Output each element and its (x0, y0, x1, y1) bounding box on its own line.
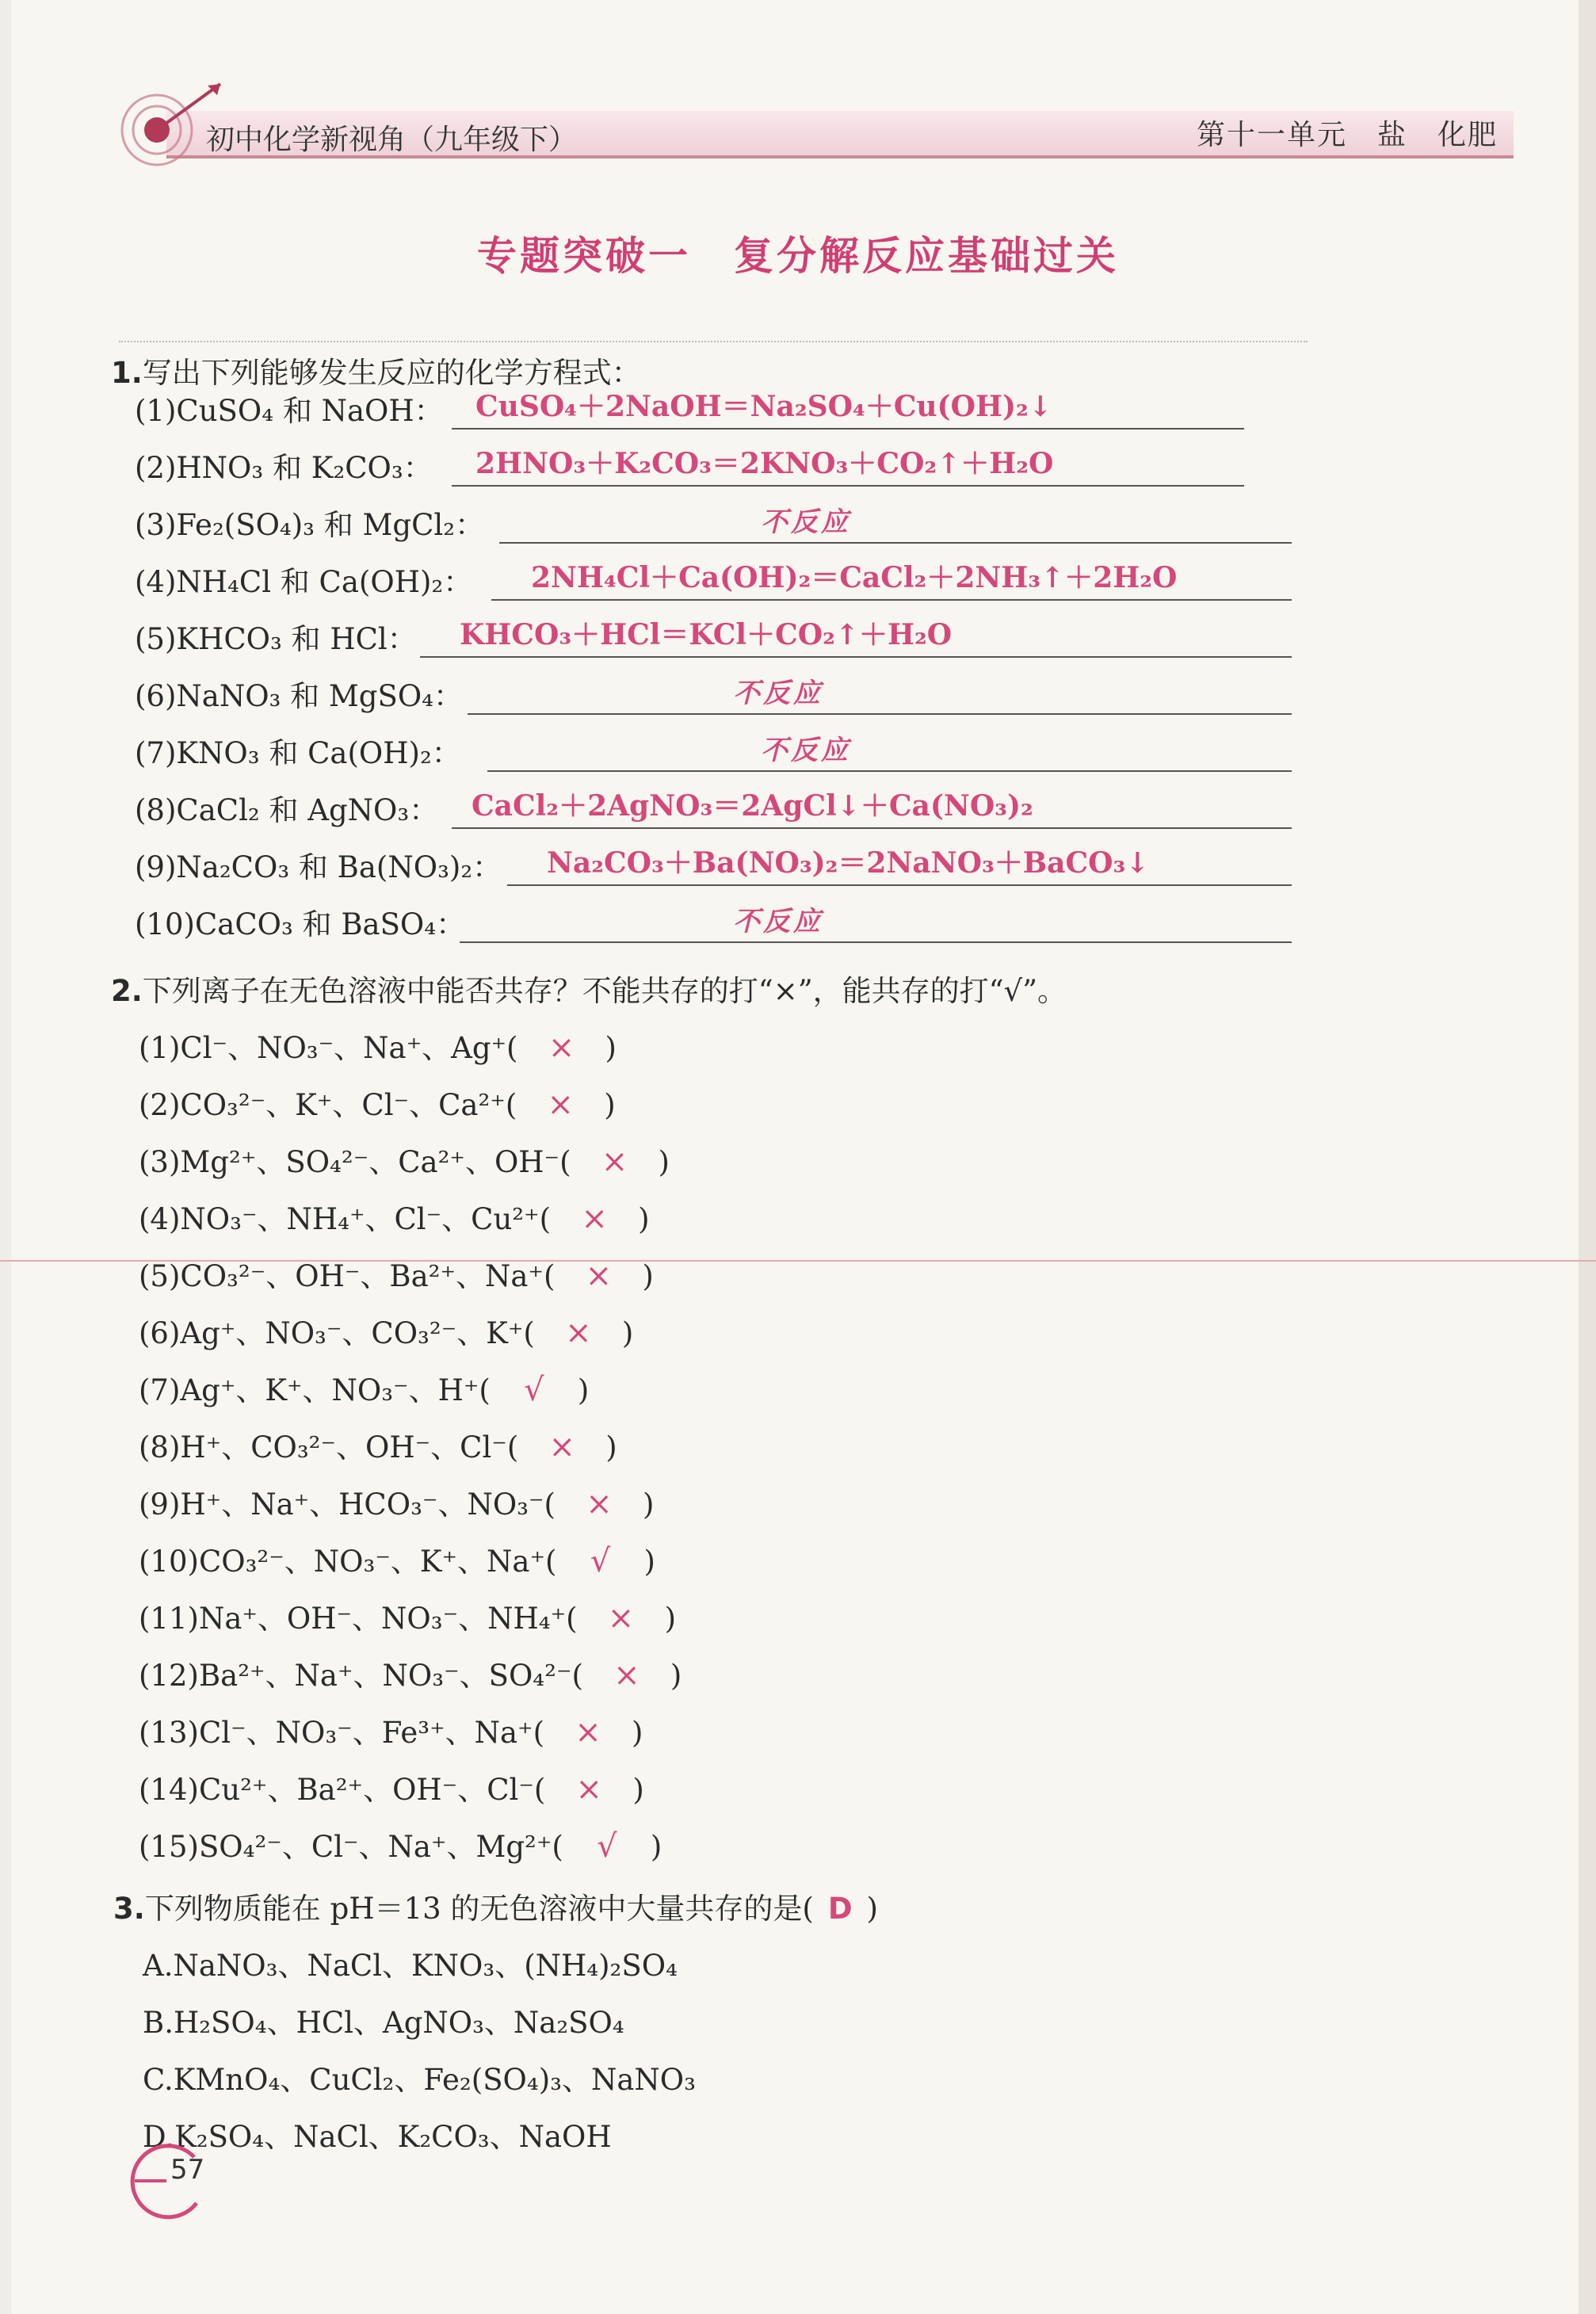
book-title: 初中化学新视角（九年级下） (206, 124, 578, 156)
q1-item-label: (3)Fe₂(SO₄)₃ 和 MgCl₂： (135, 508, 485, 542)
question-3-answer: D (827, 1892, 853, 1926)
q1-item-answer: CaCl₂＋2AgNO₃＝2AgCl↓＋Ca(NO₃)₂ (472, 789, 1033, 823)
q1-item-6 (135, 674, 1292, 721)
q2-item-10 (139, 1537, 655, 1580)
q1-item-label: (6)NaNO₃ 和 MgSO₄： (135, 679, 463, 713)
ion-list: (6)Ag⁺、NO₃⁻、CO₃²⁻、K⁺( (139, 1316, 535, 1350)
answer-mark: × (548, 1429, 576, 1465)
answer-mark: × (613, 1657, 640, 1693)
q1-item-10 (135, 902, 1292, 949)
close-paren: ) (605, 1031, 617, 1065)
ion-list: (13)Cl⁻、NO₃⁻、Fe³⁺、Na⁺( (139, 1716, 545, 1750)
q3-option-b: B.H₂SO₄、HCl、AgNO₃、Na₂SO₄ (143, 2006, 624, 2040)
question-3-number: 3. (113, 1892, 145, 1926)
ion-list: (4)NO₃⁻、NH₄⁺、Cl⁻、Cu²⁺( (139, 1202, 552, 1236)
close-paren: ) (642, 1487, 655, 1522)
answer-line (499, 542, 1292, 544)
answer-mark: × (586, 1486, 613, 1522)
q1-item-answer: CuSO₄＋2NaOH＝Na₂SO₄＋Cu(OH)₂↓ (475, 390, 1052, 423)
page-edge-left (0, 0, 11, 2314)
q3-option-c: C.KMnO₄、CuCl₂、Fe₂(SO₄)₃、NaNO₃ (143, 2063, 696, 2097)
close-paren: ) (650, 1830, 662, 1864)
answer-mark: × (601, 1144, 628, 1180)
ion-list: (9)H⁺、Na⁺、HCO₃⁻、NO₃⁻( (139, 1487, 556, 1522)
q1-item-2 (135, 445, 1292, 493)
q1-item-label: (7)KNO₃ 和 Ca(OH)₂： (135, 736, 461, 770)
q2-item-6 (139, 1309, 633, 1352)
answer-mark: √ (524, 1372, 544, 1408)
q2-item-11 (139, 1594, 676, 1637)
ion-list: (12)Ba²⁺、Na⁺、NO₃⁻、SO₄²⁻( (139, 1659, 583, 1693)
q2-item-9 (139, 1480, 654, 1523)
answer-mark: × (565, 1315, 592, 1351)
answer-mark: × (585, 1258, 613, 1294)
q1-item-3 (135, 502, 1292, 550)
close-paren: ) (621, 1316, 634, 1350)
q1-item-label: (4)NH₄Cl 和 Ca(OH)₂： (135, 565, 473, 599)
answer-mark: × (575, 1714, 601, 1751)
close-paren: ) (664, 1602, 676, 1636)
q1-item-label: (5)KHCO₃ 和 HCl： (135, 622, 417, 656)
q1-item-label: (1)CuSO₄ 和 NaOH： (135, 394, 444, 428)
q1-item-5 (135, 617, 1292, 664)
close-paren: ) (642, 1259, 654, 1293)
question-3-close: ) (866, 1892, 878, 1926)
q2-item-3 (139, 1138, 670, 1181)
close-paren: ) (643, 1545, 655, 1579)
q1-item-label: (9)Na₂CO₃ 和 Ba(NO₃)₂： (135, 850, 502, 884)
answer-line (452, 485, 1244, 487)
answer-mark: √ (597, 1828, 617, 1865)
q1-item-answer: 不反应 (761, 506, 851, 538)
close-paren: ) (658, 1145, 670, 1179)
question-3-stem (113, 1884, 878, 1927)
close-paren: ) (577, 1373, 590, 1407)
answer-mark: × (575, 1771, 603, 1808)
question-2-stem (111, 967, 1067, 1010)
dotted-divider (119, 341, 1308, 342)
question-3-text: 下列物质能在 pH＝13 的无色溶液中大量共存的是( (144, 1892, 814, 1926)
q1-item-label: (10)CaCO₃ 和 BaSO₄： (135, 907, 466, 941)
q2-item-13 (139, 1709, 643, 1751)
answer-line (420, 656, 1292, 658)
q2-item-5 (139, 1252, 654, 1295)
question-1-text: 写出下列能够发生反应的化学方程式： (142, 356, 641, 390)
q2-item-7 (139, 1366, 589, 1409)
q2-item-1 (139, 1024, 617, 1067)
ion-list: (11)Na⁺、OH⁻、NO₃⁻、NH₄⁺( (139, 1602, 578, 1636)
q1-item-answer: 不反应 (733, 906, 823, 937)
close-paren: ) (632, 1716, 643, 1750)
question-2-number: 2. (111, 974, 143, 1008)
answer-line (468, 713, 1292, 715)
q1-item-answer: 不反应 (733, 678, 823, 709)
page-number: 57 (170, 2154, 205, 2186)
answer-line (487, 770, 1292, 772)
answer-mark: √ (590, 1543, 611, 1579)
answer-line (452, 827, 1292, 829)
page-header (119, 111, 1514, 158)
q1-item-answer: Na₂CO₃＋Ba(NO₃)₂＝2NaNO₃＋BaCO₃↓ (547, 846, 1150, 880)
q1-item-answer: 2NH₄Cl＋Ca(OH)₂＝CaCl₂＋2NH₃↑＋2H₂O (531, 561, 1178, 594)
q3-option-d: D.K₂SO₄、NaCl、K₂CO₃、NaOH (143, 2120, 612, 2154)
close-paren: ) (604, 1088, 616, 1122)
q1-item-label: (2)HNO₃ 和 K₂CO₃： (135, 451, 433, 485)
answer-mark: × (547, 1086, 575, 1123)
answer-mark: × (607, 1600, 635, 1636)
ion-list: (15)SO₄²⁻、Cl⁻、Na⁺、Mg²⁺( (139, 1830, 563, 1864)
answer-line (452, 428, 1244, 430)
answer-line (491, 599, 1292, 601)
q1-item-answer: 2HNO₃＋K₂CO₃＝2KNO₃＋CO₂↑＋H₂O (475, 447, 1054, 480)
q1-item-answer: 不反应 (761, 735, 851, 766)
section-title: 专题突破一 复分解反应基础过关 (477, 233, 1119, 279)
q2-item-14 (139, 1766, 644, 1808)
q1-item-9 (135, 845, 1292, 892)
q2-item-12 (139, 1651, 682, 1694)
close-paren: ) (638, 1202, 650, 1236)
ion-list: (2)CO₃²⁻、K⁺、Cl⁻、Ca²⁺( (139, 1088, 517, 1122)
q2-item-4 (139, 1195, 650, 1238)
q1-item-7 (135, 731, 1292, 778)
ion-list: (8)H⁺、CO₃²⁻、OH⁻、Cl⁻( (139, 1430, 519, 1464)
q1-item-label: (8)CaCl₂ 和 AgNO₃： (135, 793, 439, 827)
unit-title: 第十一单元 盐 化肥 (1196, 119, 1498, 151)
ion-list: (7)Ag⁺、K⁺、NO₃⁻、H⁺( (139, 1373, 491, 1407)
answer-mark: × (548, 1029, 575, 1066)
answer-mark: × (581, 1201, 608, 1237)
target-logo-icon (119, 73, 230, 168)
q2-item-8 (139, 1423, 617, 1466)
q3-option-a: A.NaNO₃、NaCl、KNO₃、(NH₄)₂SO₄ (143, 1949, 678, 1983)
close-paren: ) (605, 1430, 617, 1464)
close-paren: ) (670, 1659, 682, 1693)
close-paren: ) (632, 1773, 644, 1807)
ion-list: (3)Mg²⁺、SO₄²⁻、Ca²⁺、OH⁻( (139, 1145, 571, 1179)
q2-item-15 (139, 1823, 662, 1865)
question-1-number: 1. (111, 356, 143, 390)
ion-list: (14)Cu²⁺、Ba²⁺、OH⁻、Cl⁻( (139, 1773, 546, 1807)
ion-list: (5)CO₃²⁻、OH⁻、Ba²⁺、Na⁺( (139, 1259, 556, 1293)
ion-list: (10)CO₃²⁻、NO₃⁻、K⁺、Na⁺( (139, 1545, 557, 1579)
q1-item-1 (135, 388, 1292, 436)
q2-item-2 (139, 1081, 616, 1124)
page-edge-right (1579, 0, 1596, 2314)
q1-item-4 (135, 559, 1292, 607)
answer-line (507, 884, 1292, 886)
question-2-text: 下列离子在无色溶液中能否共存？不能共存的打“×”，能共存的打“√”。 (142, 974, 1067, 1008)
q1-item-answer: KHCO₃＋HCl＝KCl＋CO₂↑＋H₂O (460, 618, 953, 651)
q1-item-8 (135, 788, 1292, 835)
ion-list: (1)Cl⁻、NO₃⁻、Na⁺、Ag⁺( (139, 1031, 518, 1065)
answer-line (460, 941, 1292, 943)
